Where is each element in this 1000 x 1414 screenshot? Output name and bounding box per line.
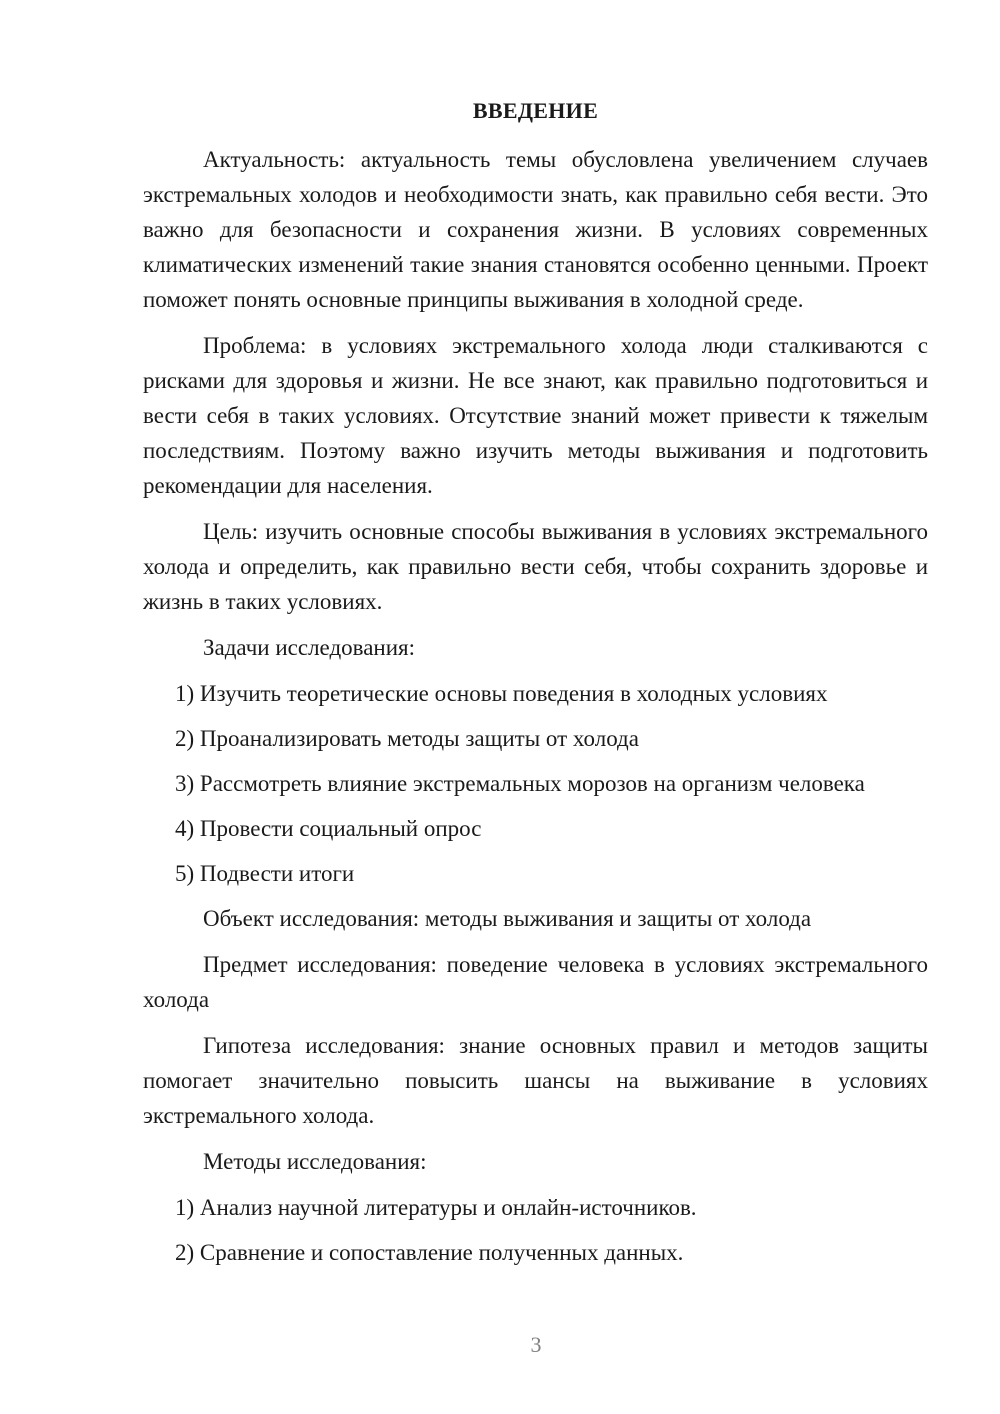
page-title: ВВЕДЕНИЕ — [472, 98, 599, 123]
list-item: 1) Анализ научной литературы и онлайн-источников. — [175, 1195, 697, 1220]
goal-paragraph: Цель: изучить основные способы выживания в условиях экстремального холода и определить, как правильно вести себя, чтобы сохранить здоровье и жизнь в таких условиях. — [143, 519, 928, 614]
methods-list — [143, 1190, 928, 1270]
list-item: 4) Провести социальный опрос — [175, 816, 482, 841]
subject-paragraph: Предмет исследования: поведение человека в условиях экстремального холода — [143, 952, 928, 1012]
page-number: 3 — [530, 1332, 542, 1357]
tasks-list — [143, 676, 928, 891]
hypothesis-paragraph: Гипотеза исследования: знание основных правил и методов защиты помогает значительно повысить шансы на выживание в условиях экстремального холода. — [143, 1033, 928, 1128]
list-item: 5) Подвести итоги — [175, 861, 355, 886]
object-paragraph: Объект исследования: методы выживания и защиты от холода — [203, 906, 812, 931]
list-item: 1) Изучить теоретические основы поведения в холодных условиях — [175, 681, 828, 706]
methods-heading: Методы исследования: — [203, 1149, 427, 1174]
list-item: 3) Рассмотреть влияние экстремальных морозов на организм человека — [175, 771, 865, 796]
page-content — [143, 96, 928, 1280]
tasks-heading: Задачи исследования: — [203, 635, 416, 660]
list-item: 2) Проанализировать методы защиты от холода — [175, 726, 639, 751]
relevance-paragraph: Актуальность: актуальность темы обусловлена увеличением случаев экстремальных холодов и необходимости знать, как правильно себя вести. Это важно для безопасности и сохранения жизни. В условиях современных климатических изменений такие знания становятся особенно ценными. Проект поможет понять основные принципы выживания в холодной среде. — [143, 147, 928, 312]
problem-paragraph: Проблема: в условиях экстремального холода люди сталкиваются с рисками для здоровья и жизни. Не все знают, как правильно подготовиться и вести себя в таких условиях. Отсутствие знаний может привести к тяжелым последствиям. Поэтому важно изучить методы выживания и подготовить рекомендации для населения. — [143, 333, 928, 498]
list-item: 2) Сравнение и сопоставление полученных данных. — [175, 1240, 684, 1265]
